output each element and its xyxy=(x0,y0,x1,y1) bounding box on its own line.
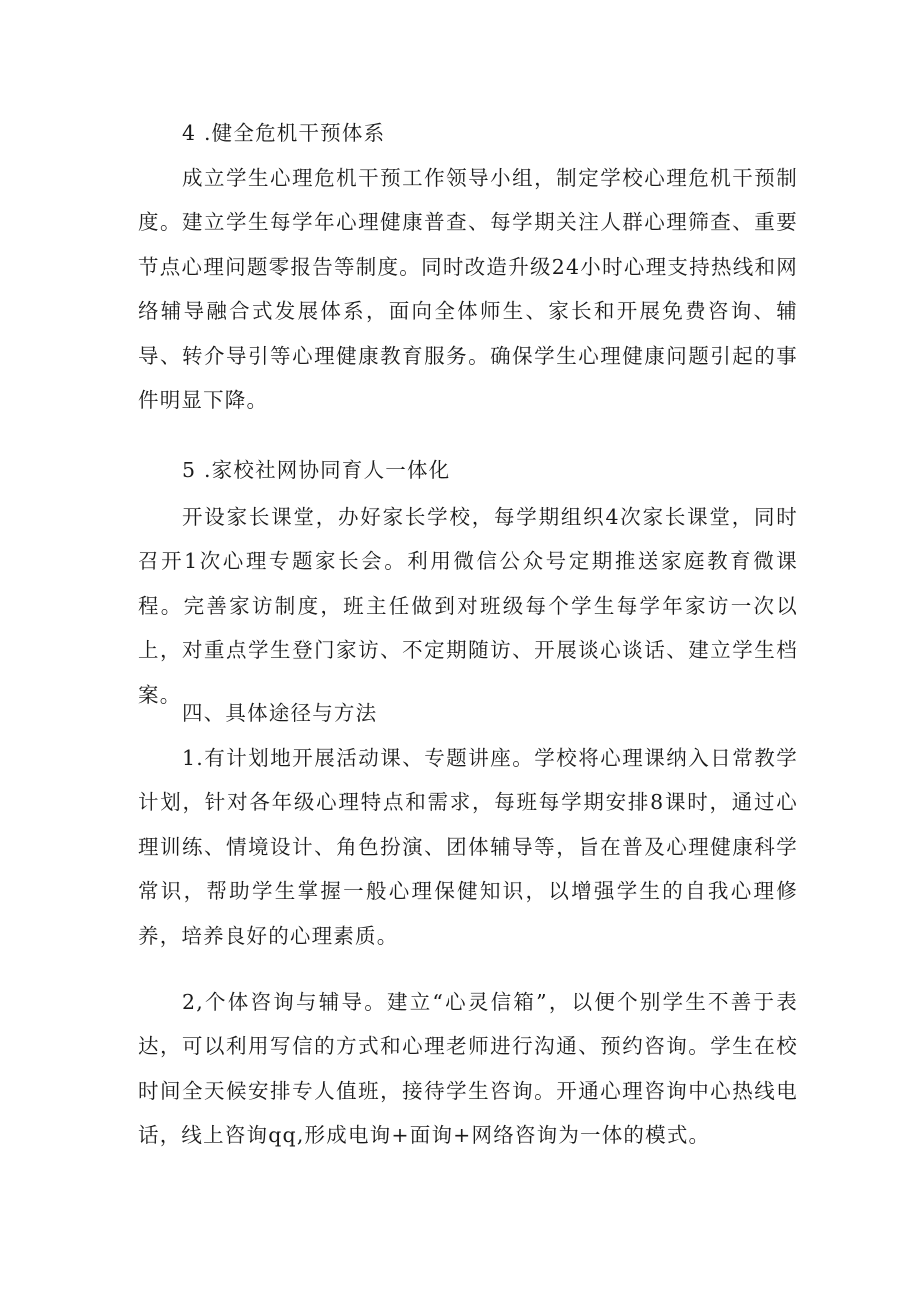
section-5-heading: 5 .家校社网协同育人一体化 xyxy=(182,458,451,482)
section-4-paragraph: 成立学生心理危机干预工作领导小组，制定学校心理危机干预制度。建立学生每学年心理健康普查、每学期关注人群心理筛查、重要节点心理问题零报告等制度。同时改造升级24小时心理支持热线和网络辅导融合式发展体系，面向全体师生、家长和开展免费咨询、辅导、转介导引等心理健康教育服务。确保学生心理健康问题引起的事件明显下降。 xyxy=(138,166,798,413)
part-4-heading: 四、具体途径与方法 xyxy=(182,701,378,725)
section-4-heading: 4 .健全危机干预体系 xyxy=(182,121,386,145)
section-5-paragraph: 开设家长课堂，办好家长学校，每学期组织4次家长课堂，同时召开1次心理专题家长会。利用微信公众号定期推送家庭教育微课程。完善家访制度，班主任做到对班级每个学生每学年家访一次以上，对重点学生登门家访、不定期随访、开展谈心谈话、建立学生档案。 xyxy=(138,505,798,707)
item-2-paragraph: 2,个体咨询与辅导。建立“心灵信箱”，以便个别学生不善于表达，可以利用写信的方式和心理老师进行沟通、预约咨询。学生在校时间全天候安排专人值班，接待学生咨询。开通心理咨询中心热线电话，线上咨询qq,形成电询+面询+网络咨询为一体的模式。 xyxy=(138,990,798,1148)
item-1-paragraph: 1.有计划地开展活动课、专题讲座。学校将心理课纳入日常教学计划，针对各年级心理特点和需求，每班每学期安排8课时，通过心理训练、情境设计、角色扮演、团体辅导等，旨在普及心理健康科学常识，帮助学生掌握一般心理保健知识，以增强学生的自我心理修养，培养良好的心理素质。 xyxy=(138,746,798,948)
